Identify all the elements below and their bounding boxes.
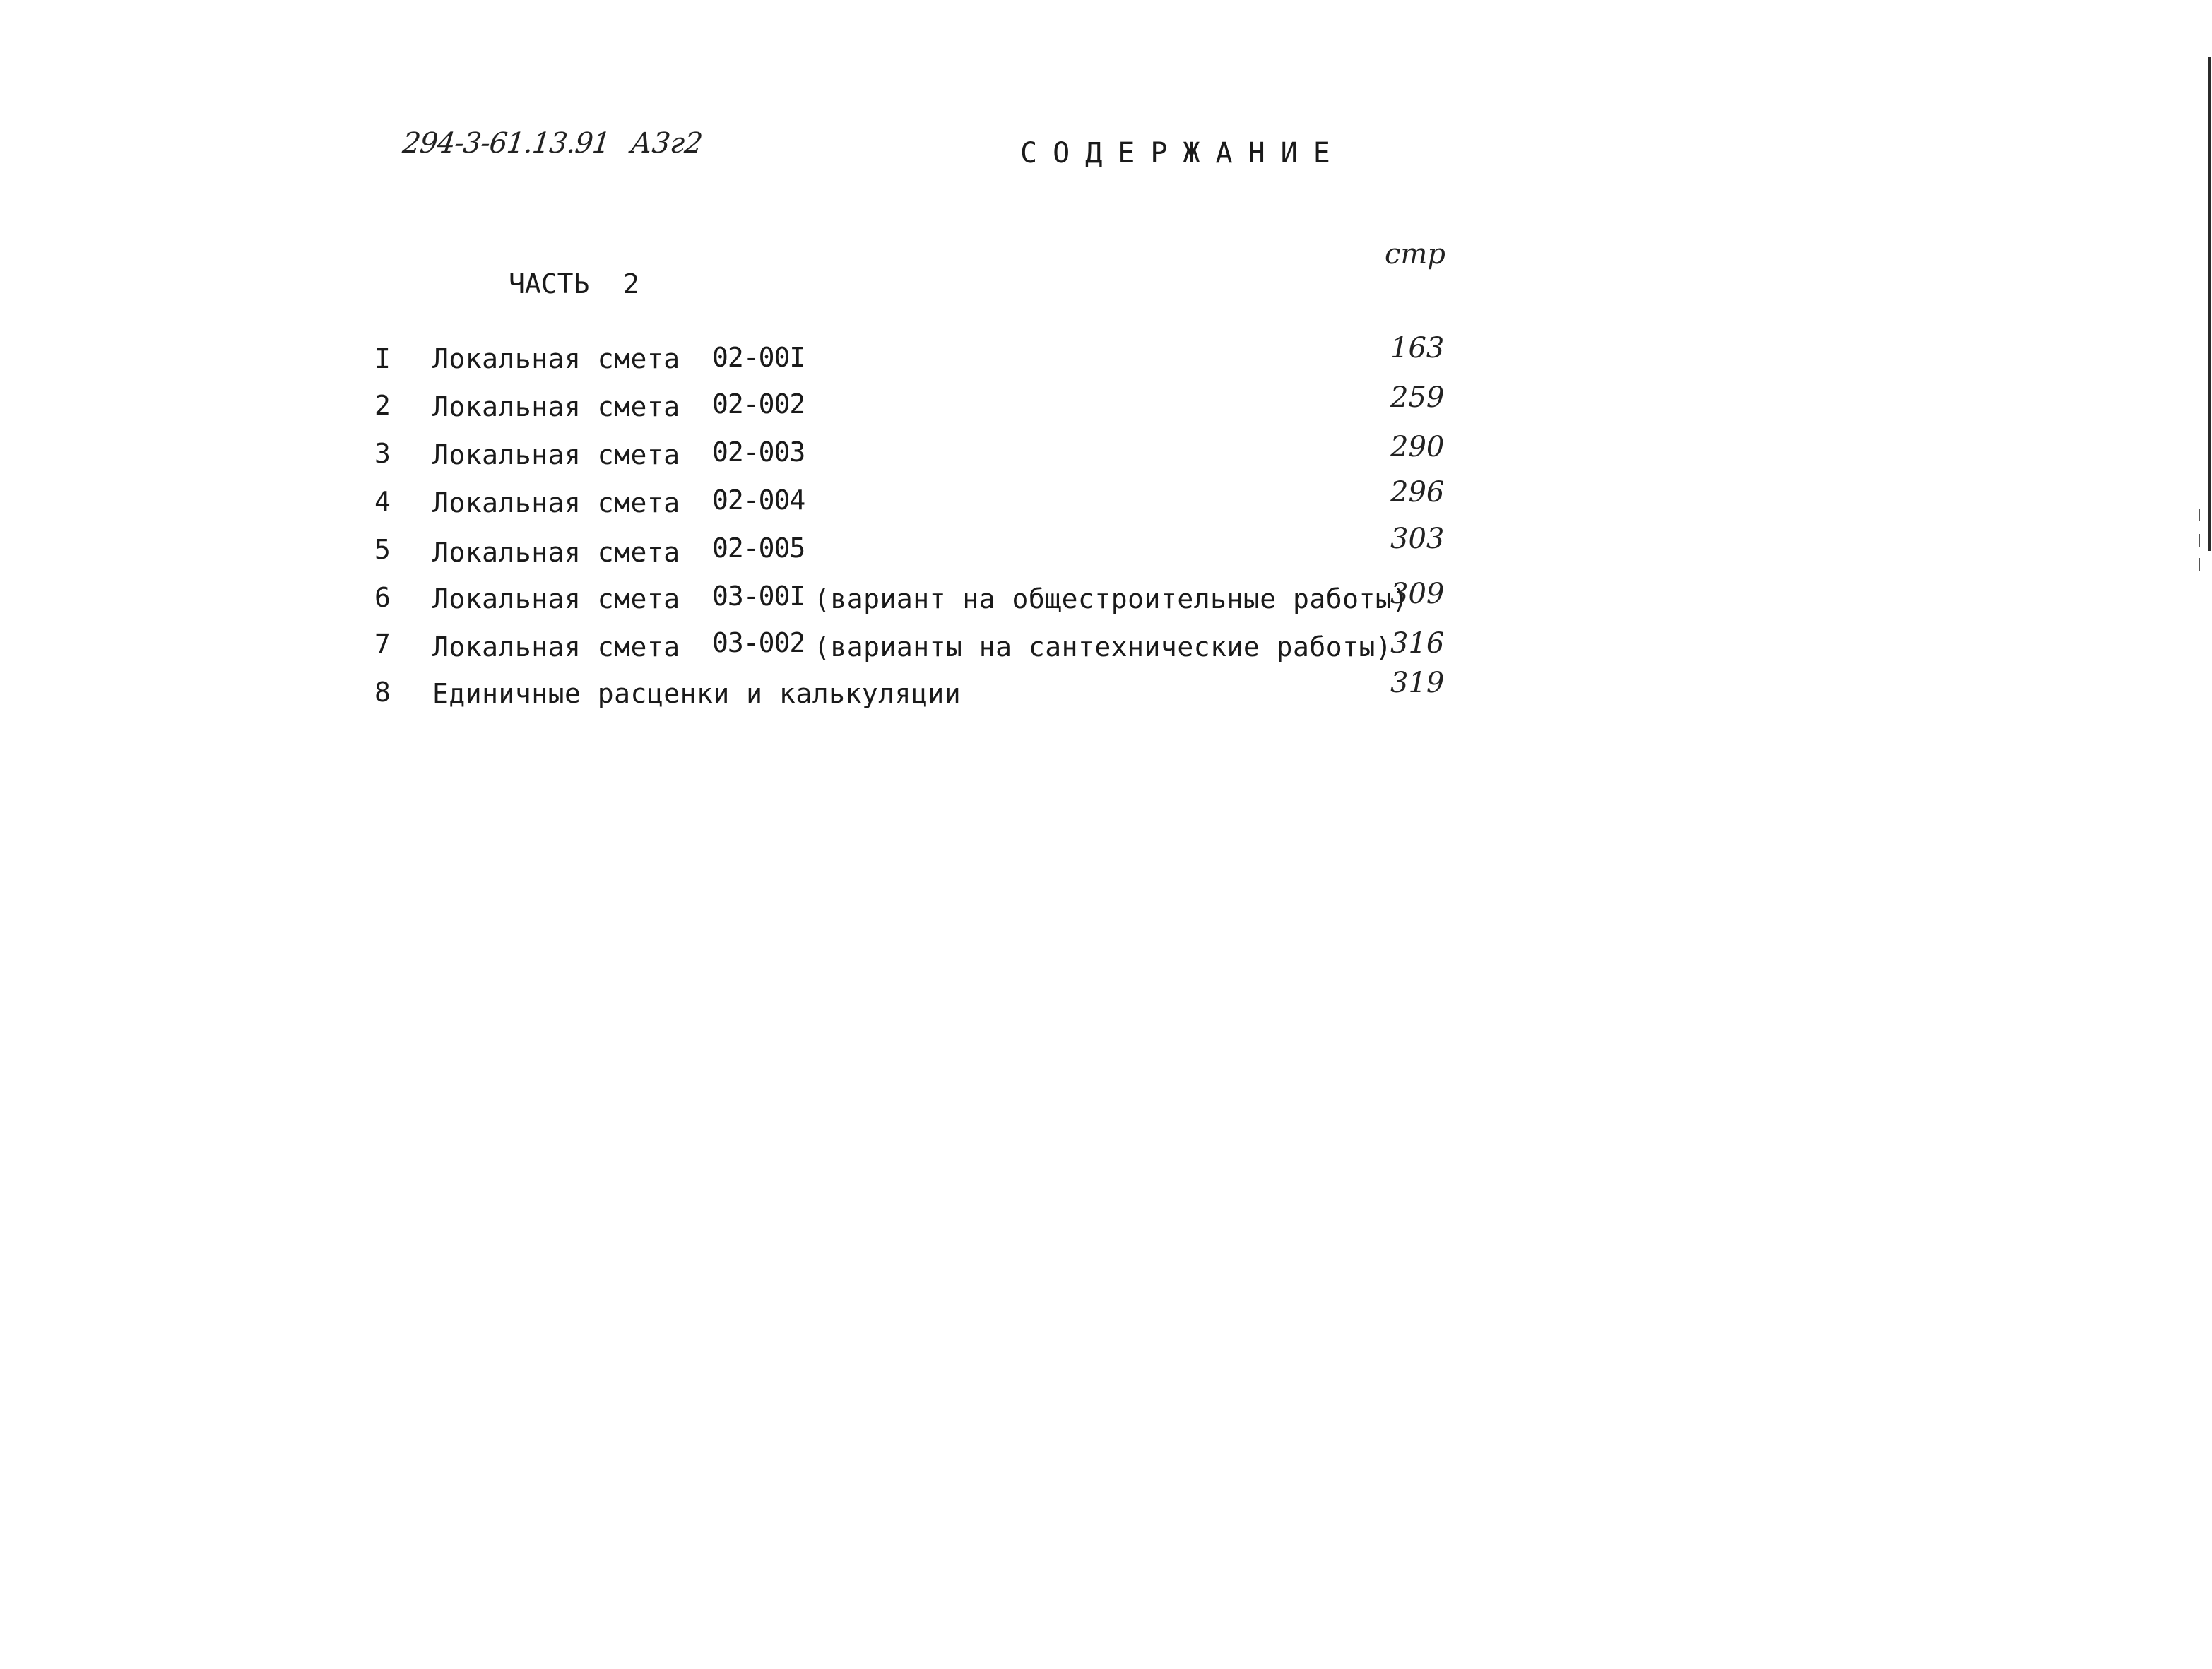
- toc-item-code: 02-002: [712, 388, 805, 420]
- toc-item-note: (варианты на сантехнические работы): [814, 631, 1392, 663]
- toc-item-code: 02-00I: [712, 342, 805, 373]
- toc-item-page: 319: [1390, 667, 1445, 699]
- album-number-handwritten: А3г2: [629, 127, 704, 160]
- toc-item-code: 02-003: [712, 436, 805, 468]
- toc-item-number: 8: [374, 677, 391, 708]
- toc-item-text: Локальная смета: [432, 583, 680, 614]
- document-code-handwritten: 294-3-61.13.91: [401, 127, 612, 160]
- part-number: 2: [623, 268, 639, 299]
- toc-item-number: 7: [374, 629, 391, 660]
- scan-edge-line: [2208, 57, 2211, 551]
- toc-item-text: Локальная смета: [432, 537, 680, 568]
- toc-item-page: 303: [1390, 523, 1445, 555]
- toc-item-text: Локальная смета: [432, 391, 680, 422]
- toc-item-page: 290: [1390, 431, 1445, 463]
- toc-item-note: (вариант на общестроительные работы): [814, 583, 1409, 614]
- toc-item-text: Локальная смета: [432, 439, 680, 470]
- toc-item-number: 6: [374, 582, 391, 613]
- toc-item-text: Единичные расценки и калькуляции: [432, 678, 962, 709]
- part-label: ЧАСТЬ: [509, 268, 590, 299]
- toc-item-code: 03-002: [712, 627, 805, 658]
- toc-item-page: 259: [1390, 381, 1445, 414]
- toc-item-number: I: [374, 343, 391, 374]
- scan-edge-mark: [2199, 558, 2200, 571]
- toc-item-page: 309: [1390, 578, 1445, 610]
- toc-item-text: Локальная смета: [432, 343, 680, 374]
- toc-item-number: 4: [374, 486, 391, 517]
- toc-item-code: 03-00I: [712, 581, 805, 612]
- page-column-header: стр: [1385, 238, 1445, 271]
- toc-item-number: 2: [374, 390, 391, 421]
- toc-item-number: 3: [374, 438, 391, 469]
- page-title: СОДЕРЖАНИЕ: [1020, 137, 1346, 170]
- toc-item-page: 163: [1390, 332, 1445, 364]
- scan-edge-mark: [2199, 509, 2200, 521]
- toc-item-code: 02-004: [712, 485, 805, 516]
- toc-item-text: Локальная смета: [432, 631, 680, 663]
- toc-item-number: 5: [374, 534, 391, 565]
- toc-item-page: 316: [1390, 627, 1445, 660]
- toc-item-text: Локальная смета: [432, 487, 680, 518]
- toc-item-code: 02-005: [712, 533, 805, 564]
- toc-item-page: 296: [1390, 476, 1445, 509]
- scan-edge-mark: [2199, 534, 2200, 547]
